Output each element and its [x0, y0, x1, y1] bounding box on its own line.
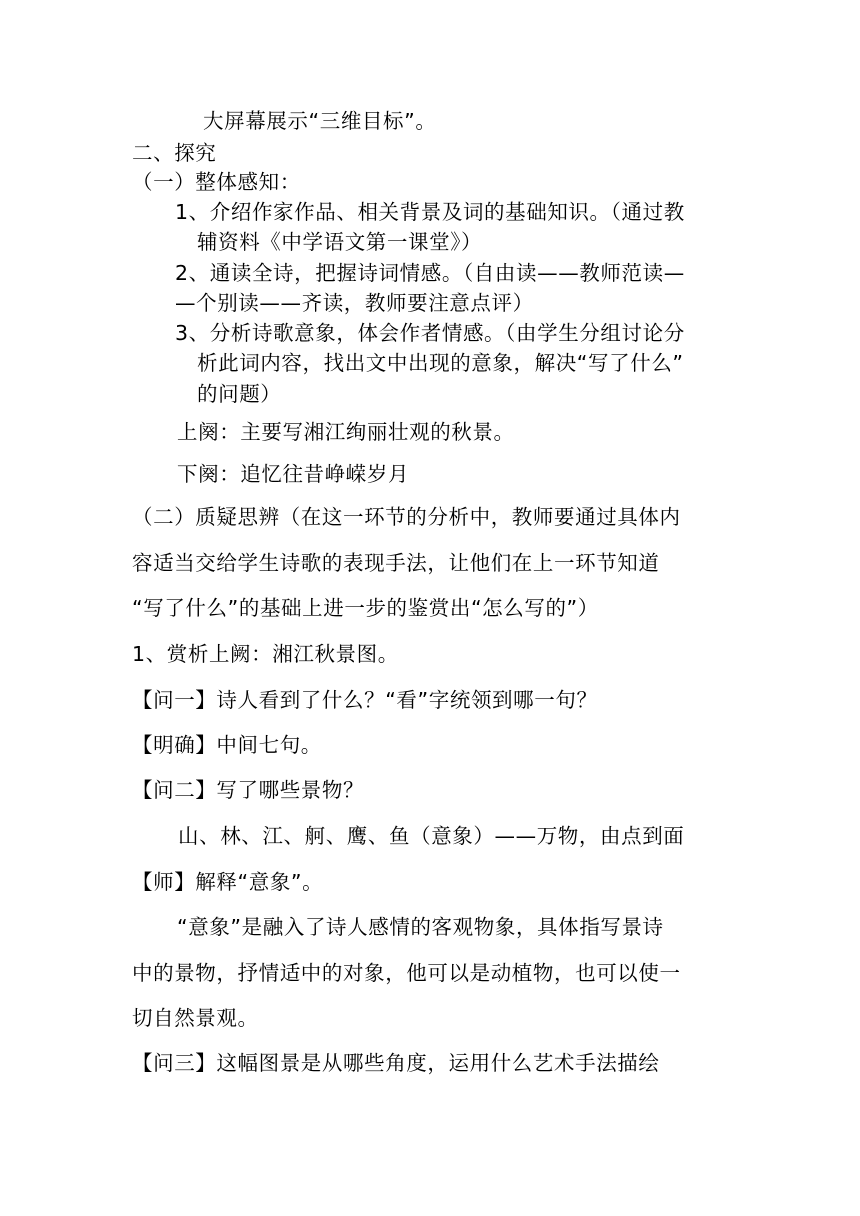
text-line: 【问三】这幅图景是从哪些角度，运用什么艺术手法描绘 — [132, 1051, 660, 1075]
text-line: “意象”是融入了诗人感情的客观物象，具体指写景诗 — [177, 915, 664, 939]
subsection-heading: （一）整体感知： — [132, 170, 301, 194]
text-line: 容适当交给学生诗歌的表现手法，让他们在上一环节知道 — [132, 551, 660, 575]
text-line: 1、介绍作家作品、相关背景及词的基础知识。（通过教 — [175, 200, 685, 224]
text-line: 下阕：追忆往昔峥嵘岁月 — [177, 462, 410, 486]
subsection-heading: （二）质疑思辨（在这一环节的分析中，教师要通过具体内 — [132, 505, 681, 529]
text-line: 析此词内容，找出文中出现的意象，解决“写了什么” — [197, 351, 684, 375]
text-line: 山、林、江、舸、鹰、鱼（意象）——万物，由点到面 — [178, 824, 685, 848]
text-line: 切自然景观。 — [132, 1006, 259, 1030]
text-line: 上阕：主要写湘江绚丽壮观的秋景。 — [177, 420, 515, 444]
text-line: 中的景物，抒情适中的对象，他可以是动植物，也可以使一 — [132, 961, 681, 985]
text-line: 1、赏析上阙：湘江秋景图。 — [132, 642, 399, 666]
text-line: 2、通读全诗，把握诗词情感。（自由读——教师范读— — [175, 261, 685, 285]
text-line: 3、分析诗歌意象，体会作者情感。（由学生分组讨论分 — [175, 321, 685, 345]
text-line: 【问一】诗人看到了什么？“看”字统领到哪一句？ — [132, 688, 598, 712]
text-line: 【师】解释“意象”。 — [132, 870, 324, 894]
text-line: 的问题） — [197, 382, 282, 406]
section-heading: 二、探究 — [132, 141, 217, 165]
text-line: 大屏幕展示“三维目标”。 — [203, 109, 437, 133]
text-line: “写了什么”的基础上进一步的鉴赏出“怎么写的”） — [132, 596, 599, 620]
text-line: —个别读——齐读，教师要注意点评） — [175, 291, 534, 315]
text-line: 【问二】写了哪些景物？ — [132, 778, 365, 802]
text-line: 辅资料《中学语文第一课堂》） — [197, 230, 483, 254]
text-line: 【明确】中间七句。 — [132, 733, 322, 757]
